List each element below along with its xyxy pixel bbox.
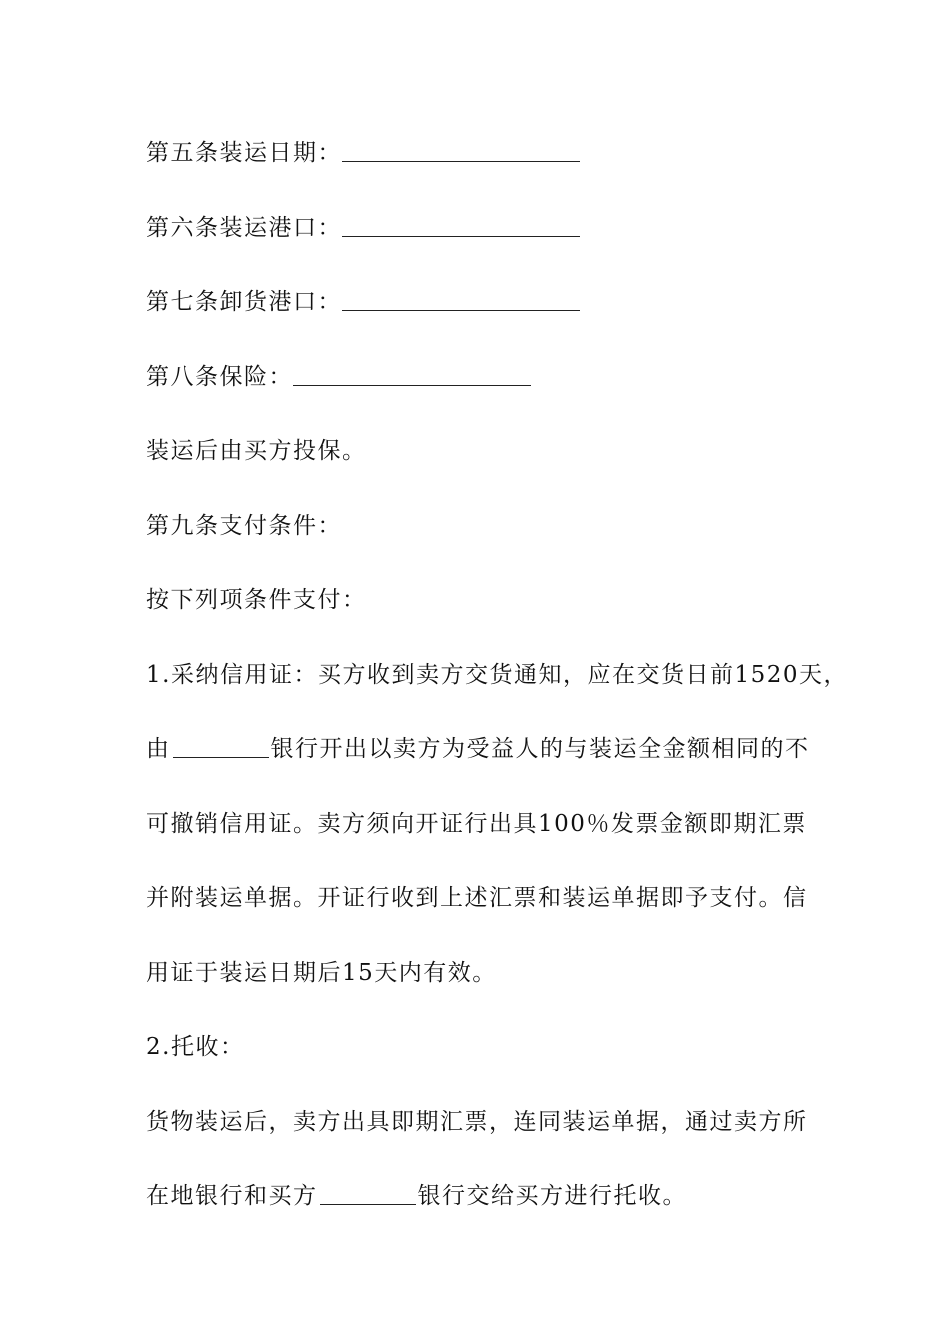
clause-8-insurance: 第八条保险：: [146, 362, 531, 392]
collection-heading: 2.托收：: [146, 1034, 245, 1060]
letter-of-credit-line-4: 并附装运单据。开证行收到上述汇票和装运单据即予支付。信: [146, 885, 808, 911]
insurance-note: 装运后由买方投保。: [146, 438, 367, 464]
clause-9-payment-terms: 第九条支付条件：: [146, 513, 342, 539]
clause-5-shipping-date: 第五条装运日期：: [146, 138, 580, 168]
fill-blank: [320, 1182, 416, 1205]
clause-7-discharge-port: 第七条卸货港口：: [146, 287, 580, 317]
letter-of-credit-line-2: 由 银行开出以卖方为受益人的与装运全金额相同的不: [146, 736, 810, 762]
collection-line-1: 货物装运后，卖方出具即期汇票，连同装运单据，通过卖方所: [146, 1109, 808, 1135]
fill-blank: [342, 139, 580, 162]
letter-of-credit-line-5: 用证于装运日期后15天内有效。: [146, 960, 497, 986]
letter-of-credit-line-3: 可撤销信用证。卖方须向开证行出具100％发票金额即期汇票: [146, 811, 807, 837]
fill-blank: [342, 288, 580, 311]
collection-line-2: 在地银行和买方 银行交给买方进行托收。: [146, 1183, 687, 1209]
fill-blank: [342, 214, 580, 237]
letter-of-credit-line-1: 1.采纳信用证：买方收到卖方交货通知，应在交货日前1520天，: [146, 662, 848, 688]
fill-blank: [173, 735, 269, 758]
fill-blank: [293, 363, 531, 386]
clause-6-loading-port: 第六条装运港口：: [146, 213, 580, 243]
payment-intro: 按下列项条件支付：: [146, 587, 367, 613]
